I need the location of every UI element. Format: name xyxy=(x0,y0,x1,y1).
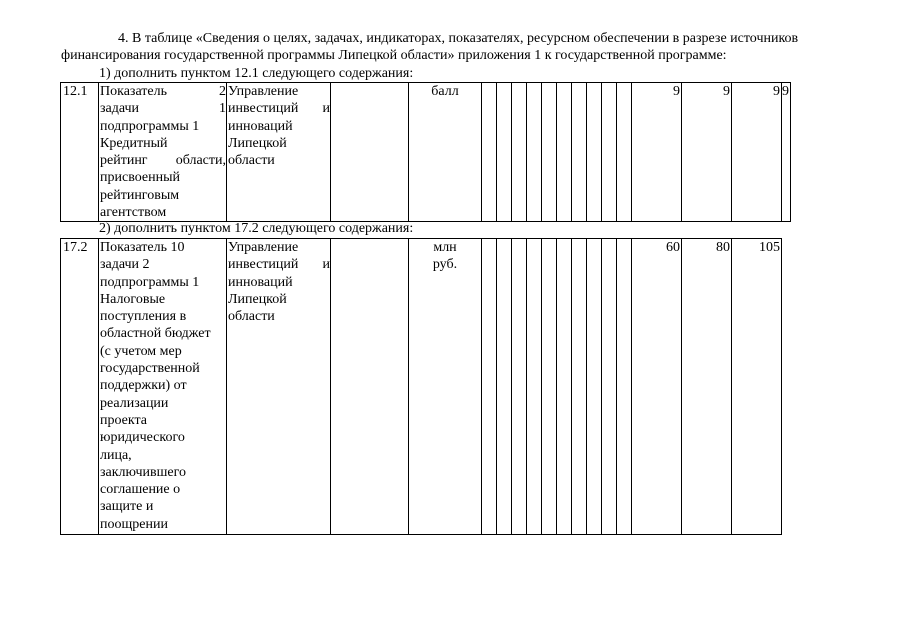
cell-line-text: подпрограммы 1 xyxy=(100,118,200,134)
cell-line xyxy=(100,464,226,481)
responsible-executor xyxy=(227,239,331,535)
empty-cell xyxy=(527,239,542,535)
cell-line xyxy=(228,135,330,152)
cell-line xyxy=(100,118,226,135)
cell-line-text: инноваций xyxy=(228,118,293,134)
empty-cell xyxy=(617,239,632,535)
cell-line-tail: и xyxy=(322,101,330,117)
cell-line xyxy=(100,187,226,204)
cell-line-text: инвестиций xyxy=(228,257,299,273)
cell-line xyxy=(100,343,226,360)
value-cell xyxy=(527,83,542,222)
cell-line xyxy=(100,308,226,325)
empty-cell xyxy=(557,239,572,535)
cell-line xyxy=(228,239,330,256)
cell-line xyxy=(100,100,226,117)
cell-line xyxy=(100,291,226,308)
cell-line xyxy=(100,204,226,221)
value-cell xyxy=(497,83,512,222)
cell-line xyxy=(100,516,226,533)
value-cell: 9 xyxy=(682,83,732,222)
cell-line xyxy=(100,152,226,169)
cell-line xyxy=(100,481,226,498)
value-cell: 9 xyxy=(632,83,682,222)
table-row xyxy=(61,83,791,222)
empty-cell xyxy=(572,239,587,535)
cell-line xyxy=(100,447,226,464)
cell-line-text: подпрограммы 1 xyxy=(100,274,200,290)
empty-cell xyxy=(587,239,602,535)
cell-line-text: Липецкой xyxy=(228,291,287,307)
cell-line-text: Липецкой xyxy=(228,135,287,151)
cell-line-tail: области, xyxy=(175,153,226,169)
value-cell: 9 xyxy=(732,83,782,222)
cell-line-text: областной бюджет xyxy=(100,326,211,342)
cell-line xyxy=(228,83,330,100)
cell-line-tail: 2 xyxy=(219,84,226,99)
cell-line-text: Показатель 10 xyxy=(100,240,185,255)
cell-line-text: заключившего xyxy=(100,464,186,480)
row-number: 12.1 xyxy=(61,83,99,222)
cell-line xyxy=(100,360,226,377)
cell-line xyxy=(100,274,226,291)
cell-line xyxy=(100,429,226,446)
cell-line xyxy=(228,100,330,117)
cell-line-text: соглашение о xyxy=(100,482,181,498)
empty-cell xyxy=(602,239,617,535)
cell-line xyxy=(100,412,226,429)
value-cell xyxy=(587,83,602,222)
cell-line xyxy=(228,274,330,291)
intro-paragraph-line-1: 4. В таблице «Сведения о целях, задачах, индикаторах, показателях, ресурсном обеспечении в разрезе источников xyxy=(118,31,799,46)
cell-line-text: юридического xyxy=(100,430,185,446)
empty-cell xyxy=(497,239,512,535)
cell-line xyxy=(228,152,330,169)
point-1-heading: 1) дополнить пунктом 12.1 следующего содержания: xyxy=(99,66,414,81)
cell-line-text: поощрении xyxy=(100,516,168,532)
empty-cell xyxy=(331,83,409,222)
cell-line xyxy=(100,395,226,412)
cell-line-text: присвоенный xyxy=(100,170,180,186)
unit-line: млн xyxy=(433,240,457,255)
cell-line-tail: и xyxy=(322,257,330,273)
cell-line-text: (с учетом мер xyxy=(100,343,182,359)
indicator-name xyxy=(99,83,227,222)
value-cell xyxy=(542,83,557,222)
value-cell xyxy=(482,83,497,222)
value-cell: 105 xyxy=(732,239,782,535)
row-number: 17.2 xyxy=(61,239,99,535)
cell-line xyxy=(100,377,226,394)
empty-cell xyxy=(331,239,409,535)
cell-line xyxy=(100,169,226,186)
empty-cell xyxy=(482,239,497,535)
point-2-heading: 2) дополнить пунктом 17.2 следующего содержания: xyxy=(99,221,414,236)
cell-line xyxy=(228,256,330,273)
unit-of-measure: балл xyxy=(409,83,482,222)
cell-line-text: Налоговые xyxy=(100,291,166,307)
intro-paragraph-line-2: финансирования государственной программы Липецкой области» приложения 1 к государственной программе: xyxy=(61,48,727,63)
value-cell xyxy=(572,83,587,222)
cell-line-text: реализации xyxy=(100,395,169,411)
responsible-executor xyxy=(227,83,331,222)
cell-line xyxy=(100,239,226,256)
cell-line-text: агентством xyxy=(100,205,167,221)
cell-line-text: Кредитный xyxy=(100,135,168,151)
cell-line xyxy=(228,118,330,135)
unit-line: руб. xyxy=(432,257,458,273)
cell-line-text: области xyxy=(228,309,275,325)
cell-line xyxy=(100,83,226,100)
cell-line xyxy=(100,325,226,342)
cell-line-text: Показатель xyxy=(100,84,167,99)
cell-line-text: инвестиций xyxy=(228,101,299,117)
table-row xyxy=(61,239,782,535)
empty-cell xyxy=(512,239,527,535)
value-cell xyxy=(557,83,572,222)
cell-line-text: поступления в xyxy=(100,309,187,325)
value-cell: 80 xyxy=(682,239,732,535)
empty-cell xyxy=(542,239,557,535)
value-cell: 60 xyxy=(632,239,682,535)
value-cell xyxy=(602,83,617,222)
cell-line-text: Управление xyxy=(228,84,299,99)
cell-line-text: рейтинг xyxy=(100,153,148,169)
cell-line-text: задачи 2 xyxy=(100,257,150,273)
cell-line-tail: 1 xyxy=(219,101,226,117)
indicator-name xyxy=(99,239,227,535)
cell-line-text: инноваций xyxy=(228,274,293,290)
table-point-17-2 xyxy=(60,238,782,535)
value-cell xyxy=(617,83,632,222)
cell-line-text: защите и xyxy=(100,499,154,515)
cell-line-text: рейтинговым xyxy=(100,187,180,203)
value-cell xyxy=(512,83,527,222)
cell-line xyxy=(228,308,330,325)
cell-line xyxy=(100,135,226,152)
value-cell: 9 xyxy=(782,83,791,222)
cell-line xyxy=(100,498,226,515)
cell-line-text: проекта xyxy=(100,412,147,428)
cell-line-text: задачи xyxy=(100,101,140,117)
cell-line-text: Управление xyxy=(228,240,299,255)
cell-line-text: государственной xyxy=(100,361,200,377)
cell-line xyxy=(228,291,330,308)
cell-line-text: области xyxy=(228,153,275,169)
table-point-12-1 xyxy=(60,82,791,222)
cell-line xyxy=(100,256,226,273)
cell-line-text: лица, xyxy=(100,447,132,463)
unit-of-measure xyxy=(409,239,482,535)
cell-line-text: поддержки) от xyxy=(100,378,187,394)
